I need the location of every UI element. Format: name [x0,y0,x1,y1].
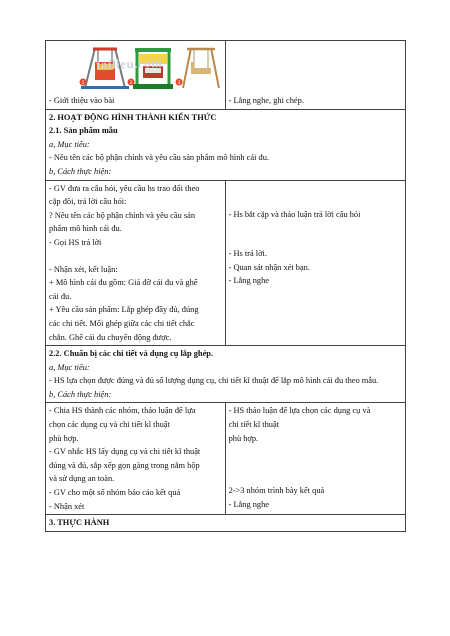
spacer [229,221,402,234]
sub2-student-line: chi tiết kĩ thuật [228,420,280,430]
sub1-method-label: b, Cách thực hiện: [49,166,112,176]
sub1-teacher-line: các chi tiết. Mối ghép giữa các chi tiết chắc [49,318,195,328]
sub2-header-row [46,346,406,403]
intro-left-cell [46,41,226,110]
section2-header-cell [46,109,406,180]
sub2-teacher-line: - Chia HS thành các nhóm, thảo luận để lựa [49,406,196,416]
swing-model-red-icon [79,44,131,90]
section3-heading: 3. THỰC HÀNH [49,518,110,528]
intro-right-text: - Lắng nghe, ghi chép. [228,96,304,105]
sub1-aim-label: a, Mục tiêu: [49,139,90,149]
watermark: tailieu.com [95,54,163,73]
swing-images [49,42,222,94]
sub1-aim-text: - Nêu tên các bộ phận chính và yêu cầu sản phẩm mô hình cái đu. [49,153,270,163]
section2-header-row [46,109,406,180]
sub2-student-line: phù hợp. [228,433,259,443]
spacer [229,471,402,484]
swing-model-green-icon [127,44,179,90]
spacer [229,458,402,471]
sub1-content-row [46,180,406,346]
sub2-teacher-line: chọn các dụng cụ và chi tiết kĩ thuật [49,420,170,430]
sub2-content-row [46,403,406,515]
sub1-teacher-line: phẩm mô hình cái đu. [49,224,122,234]
spacer [229,195,402,208]
sub2-aim-text: - HS lựa chọn được đúng và đủ số lượng dụng cụ, chi tiết kĩ thuật để lắp mô hình cái đu theo mẫu. [49,376,379,386]
sub2-method-label: b, Cách thực hiện: [49,389,112,399]
sub2-student-cell [225,403,405,515]
spacer [229,234,402,247]
sub2-aim-label: a, Mục tiêu: [49,362,90,372]
sub1-teacher-line: cặp đôi, trả lời câu hỏi: [49,197,127,207]
sub2-student-line: - Lắng nghe [228,499,270,509]
sub1-teacher-line: - Gọi HS trả lời [49,237,102,247]
sub2-teacher-line: phù hợp. [49,433,79,443]
sub1-teacher-line: cái đu. [49,291,72,301]
sub1-teacher-line: - GV đưa ra câu hỏi, yêu cầu hs trao đổi theo [49,183,200,193]
sub1-student-cell [225,180,405,346]
sub2-teacher-line: và sử dụng an toàn. [49,474,115,484]
sub1-student-line: - Quan sát nhận xét bạn. [228,262,310,272]
sub1-teacher-line: - Nhận xét, kết luận: [49,264,118,274]
spacer [229,182,402,195]
section2-heading: 2. HOẠT ĐỘNG HÌNH THÀNH KIẾN THỨC [49,112,217,122]
sub2-teacher-cell [46,403,226,515]
sub2-student-line: 2->3 nhóm trình bày kết quả [228,486,325,496]
sub1-teacher-line: + Yêu cầu sản phẩm: Lắp ghép đầy đủ, đúng [49,305,199,315]
intro-right-cell [225,41,405,110]
section3-row [46,515,406,532]
sub1-teacher-cell [46,180,226,346]
sub2-teacher-line: - Nhận xét [49,501,85,511]
sub1-teacher-line: chắn. Ghế cái đu chuyển động được. [49,332,172,342]
image-number-2: 2 [129,81,133,86]
sub1-teacher-line: + Mô hình cái đu gồm: Giá đỡ cái đu và ghế [49,278,198,288]
lesson-table [45,40,406,532]
sub2-teacher-line: - GV nhắc HS lấy dụng cụ và chi tiết kĩ thuật [49,447,201,457]
sub1-student-line: - Hs trả lời. [228,249,267,259]
intro-left-text: - Giới thiệu vào bài [49,96,115,105]
sub1-title: 2.1. Sản phẩm mẫu [49,126,118,136]
image-number-1: 1 [81,81,85,86]
sub2-title: 2.2. Chuẩn bị các chi tiết và dụng cụ lắp ghép. [49,349,214,359]
image-number-3: 3 [177,81,181,86]
sub2-teacher-line: - GV cho một số nhóm báo cáo kết quả [49,488,181,498]
intro-row [46,41,406,110]
sub1-student-line: - Hs bắt cặp và thảo luận trả lời câu hỏi [228,209,361,219]
sub1-student-line: - Lắng nghe [228,276,270,286]
spacer [229,445,402,458]
spacer [49,250,222,263]
sub2-header-cell [46,346,406,403]
section3-cell [46,515,406,532]
swing-model-wood-icon [175,44,227,90]
sub2-student-line: - HS thảo luận để lựa chọn các dụng cụ và [228,406,371,416]
sub1-teacher-line: ? Nêu tên các bộ phận chính và yêu cầu sản [49,210,196,220]
sub2-teacher-line: đúng và đủ, sắp xếp gọn gàng trong nắm hộp [49,460,200,470]
